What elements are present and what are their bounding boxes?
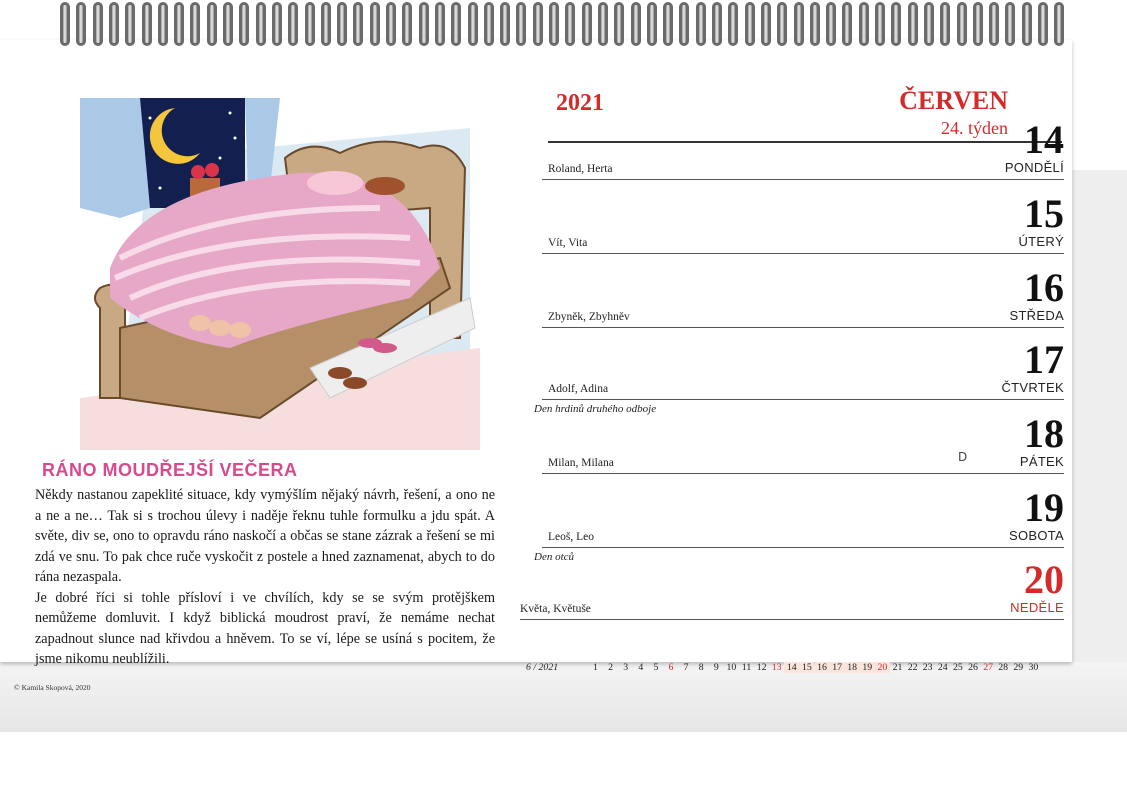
- day-row-wednesday: [520, 260, 1064, 332]
- day-name: PÁTEK: [1019, 454, 1064, 469]
- spiral-ring: [353, 2, 363, 46]
- holiday-note: Den otců: [534, 551, 575, 563]
- mini-calendar-day: 1: [593, 662, 598, 673]
- spiral-ring: [142, 2, 152, 46]
- spiral-ring: [484, 2, 494, 46]
- spiral-ring: [1038, 2, 1048, 46]
- spiral-ring: [207, 2, 217, 46]
- spiral-ring: [631, 2, 641, 46]
- day-row-thursday: [520, 332, 1064, 415]
- bedroom-illustration: [80, 98, 480, 450]
- spiral-ring: [321, 2, 331, 46]
- mini-calendar-day: 2: [608, 662, 614, 673]
- spiral-ring: [728, 2, 738, 46]
- name-day: Leoš, Leo: [548, 531, 594, 543]
- day-name: NEDĚLE: [1010, 600, 1064, 615]
- spiral-ring: [582, 2, 592, 46]
- day-number: 18: [1024, 411, 1064, 456]
- mini-calendar-day: 30: [1028, 662, 1039, 673]
- spiral-ring: [239, 2, 249, 46]
- mini-calendar-label: 6 / 2021: [526, 662, 559, 673]
- day-name: PONDĚLÍ: [1004, 160, 1064, 175]
- spiral-ring: [794, 2, 804, 46]
- spiral-ring: [842, 2, 852, 46]
- spiral-ring: [696, 2, 706, 46]
- day-row-tuesday: [520, 186, 1064, 258]
- mini-calendar-day: 7: [683, 662, 689, 673]
- mini-calendar-day: 28: [998, 662, 1009, 673]
- mini-calendar-day: 25: [952, 662, 963, 673]
- spiral-ring: [989, 2, 999, 46]
- spiral-ring: [565, 2, 575, 46]
- mini-calendar-day: 14: [784, 662, 799, 673]
- spiral-ring: [419, 2, 429, 46]
- mini-calendar-day: 10: [726, 662, 737, 673]
- day-row-sunday: [520, 552, 1064, 624]
- name-day: Vít, Vita: [548, 237, 588, 249]
- calendar-page: [0, 40, 1072, 692]
- spiral-ring: [1005, 2, 1015, 46]
- calendar-week-number: 24. týden: [941, 118, 1008, 138]
- mini-calendar-day: 12: [756, 662, 767, 673]
- day-divider: [542, 327, 1064, 328]
- spiral-ring: [500, 2, 510, 46]
- name-day: Adolf, Adina: [548, 383, 609, 395]
- name-day: Roland, Herta: [548, 163, 613, 175]
- mini-calendar-day: 22: [907, 662, 918, 673]
- day-row-friday: [520, 406, 1064, 478]
- mini-calendar-day: 4: [638, 662, 644, 673]
- spiral-ring: [614, 2, 624, 46]
- name-day: Zbyněk, Zbyhněv: [548, 311, 630, 323]
- mini-calendar-day: 5: [653, 662, 659, 673]
- spiral-ring: [158, 2, 168, 46]
- name-day: Květa, Květuše: [520, 603, 591, 615]
- day-number: 19: [1024, 485, 1064, 530]
- spiral-ring: [190, 2, 200, 46]
- mini-calendar-day: 17: [830, 662, 845, 673]
- mini-calendar-day: 9: [713, 662, 719, 673]
- day-number: 16: [1024, 265, 1064, 310]
- spiral-ring: [76, 2, 86, 46]
- spiral-ring: [533, 2, 543, 46]
- spiral-ring: [908, 2, 918, 46]
- spiral-ring: [256, 2, 266, 46]
- holiday-note: Den hrdinů druhého odboje: [534, 403, 657, 415]
- spiral-ring: [973, 2, 983, 46]
- mini-calendar-day: 11: [741, 662, 752, 673]
- spiral-ring: [386, 2, 396, 46]
- spiral-ring: [305, 2, 315, 46]
- spiral-ring: [598, 2, 608, 46]
- day-divider: [542, 179, 1064, 180]
- day-number: 17: [1024, 337, 1064, 382]
- day-divider: [542, 547, 1064, 548]
- day-name: ÚTERÝ: [1018, 234, 1064, 249]
- mini-calendar-day: 26: [968, 662, 978, 673]
- spiral-ring: [663, 2, 673, 46]
- calendar-month: ČERVEN: [899, 86, 1008, 115]
- spiral-ring: [125, 2, 135, 46]
- mini-calendar-day: 16: [815, 662, 830, 673]
- spiral-ring: [924, 2, 934, 46]
- spiral-ring: [1054, 2, 1064, 46]
- story-title: RÁNO MOUDŘEJŠÍ VEČERA: [42, 460, 298, 480]
- mini-calendar-day: 19: [860, 662, 875, 673]
- moon-phase-icon: D: [958, 450, 968, 464]
- spiral-ring: [288, 2, 298, 46]
- spiral-ring: [875, 2, 885, 46]
- mini-calendar-day: 8: [698, 662, 704, 673]
- spiral-ring: [891, 2, 901, 46]
- day-divider: [520, 619, 1064, 620]
- spiral-ring: [761, 2, 771, 46]
- spiral-ring: [516, 2, 526, 46]
- spiral-ring: [435, 2, 445, 46]
- spiral-ring: [223, 2, 233, 46]
- story-paragraph-1: Někdy nastanou zapeklité situace, kdy vymýšlím nějaký návrh, řešení, a ono ne a ne a ne… Tak si s trochou úlevy i naděje řeknu tuhle formulku a jdu spát. A světe, div se, ono to opravdu ráno naskočí a občas se stane zázrak a řešení se mi zdá ve snu. To pak chce ruče vyskočit z postele a hned zaznamenat, abych to do rána nezaspala.: [35, 487, 495, 585]
- spiral-ring: [549, 2, 559, 46]
- mini-calendar-day: 23: [922, 662, 933, 673]
- story-paragraph-2: Je dobré říci si tohle přísloví i ve chvílích, kdy se se svým protějškem nemůžeme domluvit. I když biblická moudrost praví, že nemáme nechat zapadnout slunce nad křivdou a hněvem. To se ví, lépe se usíná s pocitem, že jsme nikomu neublížili.: [35, 589, 495, 667]
- day-number: 15: [1024, 191, 1064, 236]
- mini-calendar-day: 27: [983, 662, 993, 673]
- mini-calendar-day: 21: [892, 662, 903, 673]
- spiral-binding: [60, 0, 1070, 50]
- spiral-ring: [859, 2, 869, 46]
- day-name: STŘEDA: [1009, 308, 1064, 323]
- mini-calendar-day: 13: [771, 662, 782, 673]
- spiral-ring: [109, 2, 119, 46]
- spiral-ring: [826, 2, 836, 46]
- spiral-ring: [451, 2, 461, 46]
- day-name: SOBOTA: [1008, 528, 1064, 543]
- mini-calendar-day: 6: [668, 662, 674, 673]
- day-row-monday: [520, 112, 1064, 184]
- spiral-ring: [810, 2, 820, 46]
- day-name: ČTVRTEK: [1001, 380, 1064, 395]
- day-number: 20: [1024, 557, 1064, 602]
- day-divider: [542, 399, 1064, 400]
- mini-calendar-day: 3: [623, 662, 629, 673]
- copyright-note: © Kamila Skopová, 2020: [14, 683, 91, 692]
- spiral-ring: [745, 2, 755, 46]
- spiral-ring: [272, 2, 282, 46]
- spiral-ring: [174, 2, 184, 46]
- spiral-ring: [60, 2, 70, 46]
- spiral-ring: [93, 2, 103, 46]
- day-row-saturday: [520, 480, 1064, 563]
- spiral-ring: [402, 2, 412, 46]
- day-divider: [542, 253, 1064, 254]
- spiral-ring: [777, 2, 787, 46]
- mini-calendar-day: 29: [1013, 662, 1024, 673]
- mini-calendar-day: 24: [937, 662, 948, 673]
- day-divider: [542, 473, 1064, 474]
- spiral-ring: [370, 2, 380, 46]
- spiral-ring: [940, 2, 950, 46]
- mini-calendar-day: 20: [875, 662, 890, 673]
- mini-calendar-day: 15: [799, 662, 814, 673]
- spiral-ring: [337, 2, 347, 46]
- name-day: Milan, Milana: [548, 457, 614, 469]
- spiral-ring: [712, 2, 722, 46]
- spiral-ring: [679, 2, 689, 46]
- day-number: 14: [1024, 117, 1064, 162]
- spiral-ring: [1022, 2, 1032, 46]
- story-text: [35, 485, 495, 670]
- mini-calendar-day: 18: [845, 662, 860, 673]
- spiral-ring: [468, 2, 478, 46]
- calendar-year: 2021: [556, 90, 604, 116]
- spiral-ring: [647, 2, 657, 46]
- spiral-ring: [957, 2, 967, 46]
